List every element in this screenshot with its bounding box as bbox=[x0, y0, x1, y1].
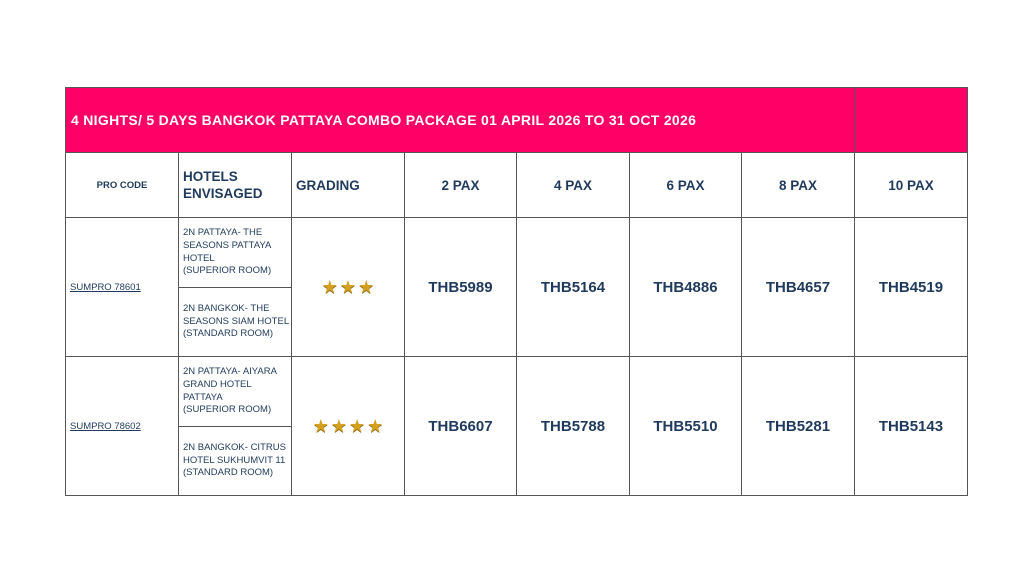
header-2-pax: 2 PAX bbox=[405, 153, 517, 218]
header-8-pax: 8 PAX bbox=[742, 153, 855, 218]
package-row bbox=[66, 357, 968, 427]
title-row bbox=[66, 88, 968, 153]
price-2-pax: THB5989 bbox=[405, 218, 517, 357]
hotel-cell bbox=[179, 218, 292, 288]
price-6-pax: THB4886 bbox=[630, 218, 742, 357]
price-4-pax: THB5164 bbox=[517, 218, 630, 357]
title-blank-cell bbox=[855, 88, 968, 153]
price-10-pax: THB4519 bbox=[855, 218, 968, 357]
star-icon: ★ bbox=[330, 415, 347, 436]
star-icon: ★ bbox=[312, 415, 329, 436]
pro-code-link[interactable]: SUMPRO 78601 bbox=[70, 281, 141, 293]
header-4-pax: 4 PAX bbox=[517, 153, 630, 218]
price-10-pax: THB5143 bbox=[855, 357, 968, 496]
grading-stars bbox=[292, 218, 405, 357]
header-hotels-line2: ENVISAGED bbox=[183, 186, 263, 201]
star-icon: ★ bbox=[321, 276, 338, 297]
hotel-cell bbox=[179, 288, 292, 357]
header-hotels-line1: HOTELS bbox=[183, 169, 238, 184]
hotel-line: PATTAYA bbox=[183, 391, 223, 403]
pro-code-cell bbox=[66, 218, 179, 357]
hotel-line: (STANDARD ROOM) bbox=[183, 328, 274, 340]
hotel-cell bbox=[179, 357, 292, 427]
header-10-pax: 10 PAX bbox=[855, 153, 968, 218]
price-2-pax: THB6607 bbox=[405, 357, 517, 496]
package-title: 4 NIGHTS/ 5 DAYS BANGKOK PATTAYA COMBO PACKAGE 01 APRIL 2026 TO 31 OCT 2026 bbox=[66, 88, 855, 153]
hotel-line: (SUPERIOR ROOM) bbox=[183, 404, 272, 416]
star-icon: ★ bbox=[339, 276, 357, 297]
hotel-line: 2N BANGKOK- THE bbox=[183, 302, 270, 314]
hotel-line: 2N PATTAYA- THE bbox=[183, 226, 263, 238]
header-grading: GRADING bbox=[292, 153, 405, 218]
hotel-line: 2N BANGKOK- CITRUS bbox=[183, 441, 286, 453]
hotel-line: GRAND HOTEL bbox=[183, 378, 252, 390]
header-hotels bbox=[179, 153, 292, 218]
hotel-line: 2N PATTAYA- AIYARA bbox=[183, 365, 277, 377]
hotel-line: HOTEL bbox=[183, 252, 215, 264]
hotel-cell bbox=[179, 427, 292, 496]
hotel-line: SEASONS PATTAYA bbox=[183, 239, 272, 251]
price-6-pax: THB5510 bbox=[630, 357, 742, 496]
star-icon: ★ bbox=[367, 415, 384, 436]
hotel-line: (SUPERIOR ROOM) bbox=[183, 265, 272, 277]
price-8-pax: THB4657 bbox=[742, 218, 855, 357]
star-icon: ★ bbox=[358, 276, 375, 297]
hotel-line: HOTEL SUKHUMVIT 11 bbox=[183, 454, 286, 466]
grading-stars bbox=[292, 357, 405, 496]
price-4-pax: THB5788 bbox=[517, 357, 630, 496]
header-pro-code: PRO CODE bbox=[66, 153, 179, 218]
price-8-pax: THB5281 bbox=[742, 357, 855, 496]
header-row bbox=[66, 153, 968, 218]
pro-code-link[interactable]: SUMPRO 78602 bbox=[70, 420, 141, 432]
star-icon: ★ bbox=[349, 415, 366, 436]
pro-code-cell bbox=[66, 357, 179, 496]
hotel-line: SEASONS SIAM HOTEL bbox=[183, 315, 290, 327]
package-table bbox=[65, 87, 968, 496]
header-6-pax: 6 PAX bbox=[630, 153, 742, 218]
package-row bbox=[66, 218, 968, 288]
hotel-line: (STANDARD ROOM) bbox=[183, 467, 274, 479]
